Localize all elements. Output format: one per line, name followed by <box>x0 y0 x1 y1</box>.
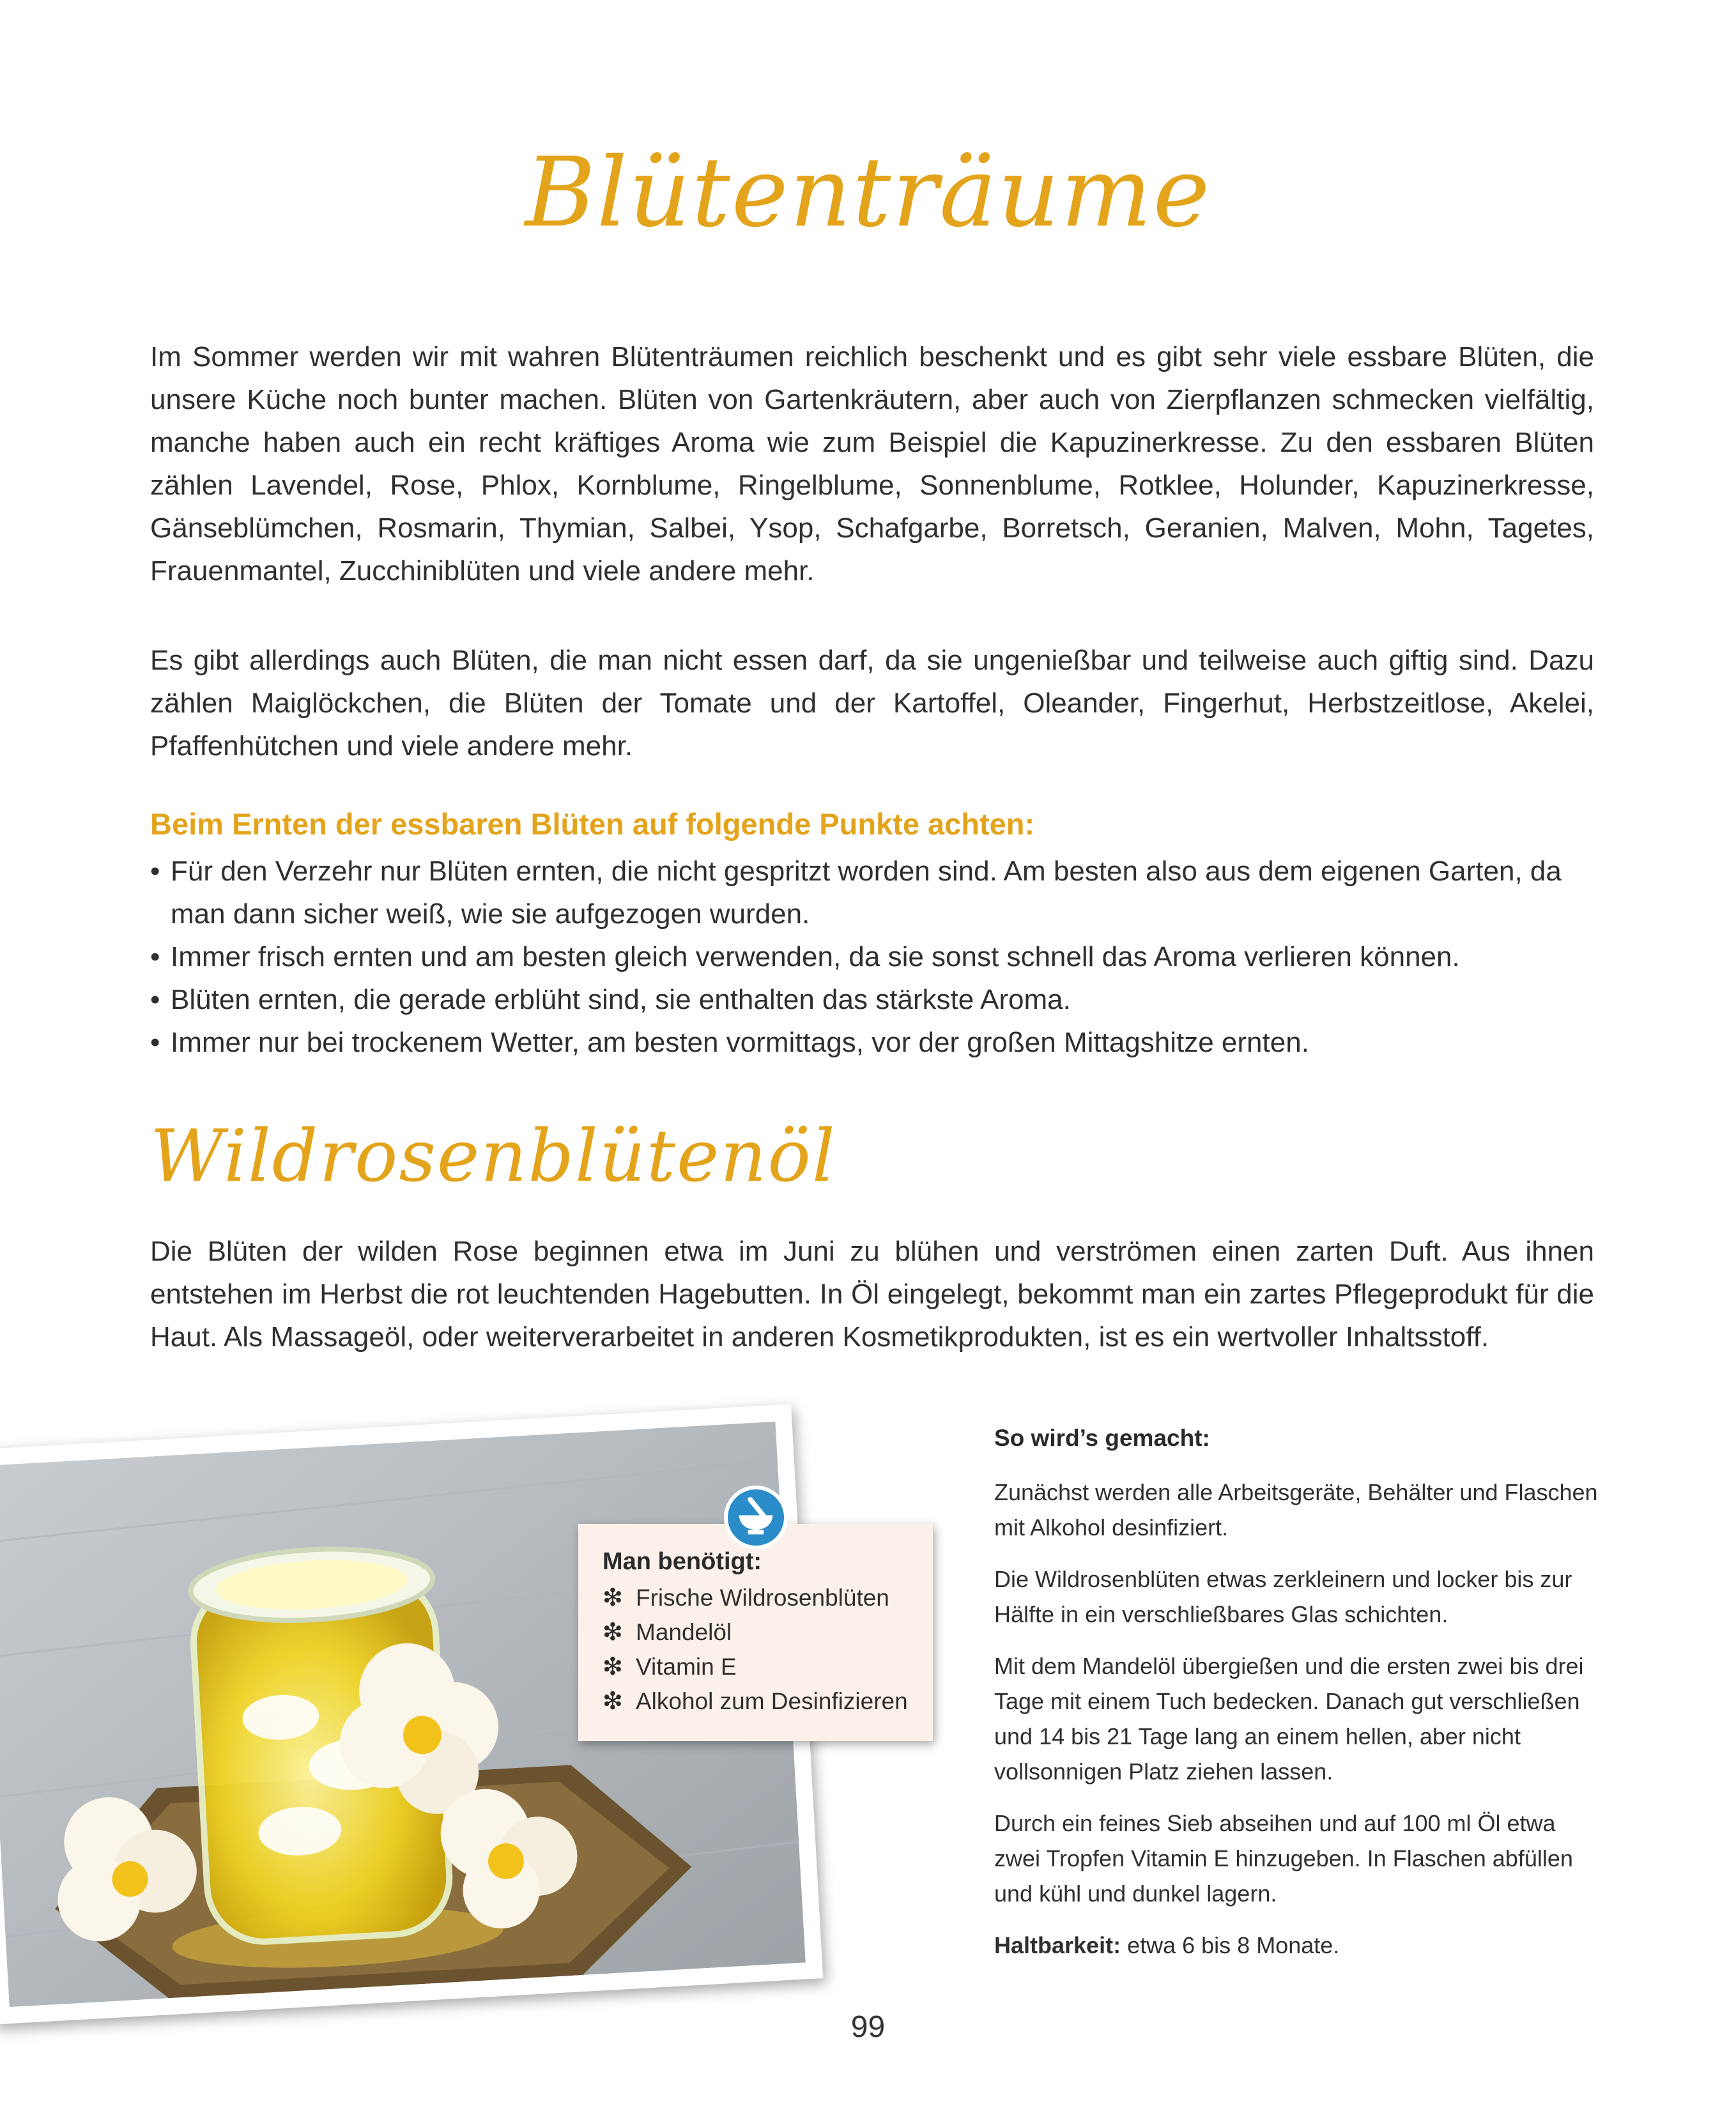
method-step: Zunächst werden alle Arbeitsgeräte, Behälter und Flaschen mit Alkohol desinfiziert. <box>994 1479 1598 1541</box>
bullet-icon: • <box>150 856 160 887</box>
list-item <box>150 978 1601 1021</box>
list-item <box>150 1021 1601 1064</box>
page-number: 99 <box>850 2010 886 2044</box>
method-step: Durch ein feines Sieb abseihen und auf 100 ml Öl etwa zwei Tropfen Vitamin E hinzugeben. In Flaschen abfüllen und kühl und dunkel lagern. <box>994 1810 1573 1907</box>
shelf-life <box>994 1928 1608 1963</box>
ingredient-text: Frische Wildrosenblüten <box>636 1585 889 1611</box>
list-item <box>603 1581 933 1615</box>
sparkle-icon: ❇ <box>603 1654 623 1680</box>
method-step: Mit dem Mandelöl übergießen und die ersten zwei bis drei Tage mit einem Tuch bedecken. Danach gut verschließen und 14 bis 21 Tage lang an einem hellen, aber nicht vollsonnigen Platz ziehen lassen. <box>994 1653 1584 1785</box>
harvest-tips-list <box>150 850 1601 1064</box>
intro-paragraph-1: Im Sommer werden wir mit wahren Blütenträumen reichlich beschenkt und es gibt sehr viele essbare Blüten, die unsere Küche noch bunter machen. Blüten von Gartenkräutern, aber auch von Zierpflanzen schmecken vielfältig, manche haben auch ein recht kräftiges Aroma wie zum Beispiel die Kapuzinerkresse. Zu den essbaren Blüten zählen Lavendel, Rose, Phlox, Kornblume, Ringelblume, Sonnenblume, Rotklee, Holunder, Kapuzinerkresse, Gänseblümchen, Rosmarin, Thymian, Salbei, Ysop, Schafgarbe, Borretsch, Geranien, Malven, Mohn, Tagetes, Frauenmantel, Zucchiniblüten und viele andere mehr. <box>150 341 1594 587</box>
harvest-heading: Beim Ernten der essbaren Blüten auf folgende Punkte achten: <box>150 807 1035 841</box>
recipe-intro: Die Blüten der wilden Rose beginnen etwa im Juni zu blühen und verströmen einen zarten Duft. Aus ihnen entstehen im Herbst die rot leuchtenden Hagebutten. In Öl eingelegt, bekommt man ein zartes Pflegeprodukt für die Haut. Als Massageöl, oder weiterverarbeitet in anderen Kosmetikprodukten, ist es ein wertvoller Inhaltsstoff. <box>150 1236 1594 1353</box>
ingredients-card <box>578 1524 933 1741</box>
ingredient-text: Mandelöl <box>636 1619 732 1645</box>
ingredient-text: Vitamin E <box>636 1654 737 1680</box>
tip-text: Blüten ernten, die gerade erblüht sind, sie enthalten das stärkste Aroma. <box>171 984 1071 1015</box>
mortar-icon <box>724 1486 788 1549</box>
ingredient-list <box>603 1581 933 1719</box>
list-item <box>150 935 1601 978</box>
list-item <box>603 1650 933 1684</box>
list-item <box>603 1684 933 1719</box>
tip-text: Für den Verzehr nur Blüten ernten, die nicht gespritzt worden sind. Am besten also aus dem eigenen Garten, da man dann sicher weiß, wie sie aufgezogen wurden. <box>171 856 1562 930</box>
shelf-life-label: Haltbarkeit: <box>994 1932 1121 1958</box>
bullet-icon: • <box>150 984 160 1015</box>
tip-text: Immer nur bei trockenem Wetter, am besten vormittags, vor der großen Mittagshitze ernten. <box>171 1027 1309 1058</box>
shelf-life-value: etwa 6 bis 8 Monate. <box>1127 1932 1340 1958</box>
method-heading: So wird’s gemacht: <box>994 1425 1210 1451</box>
sparkle-icon: ❇ <box>603 1585 623 1611</box>
ingredients-heading: Man benötigt: <box>603 1548 762 1575</box>
list-item <box>150 850 1601 935</box>
method-step: Die Wildrosenblüten etwas zerkleinern und locker bis zur Hälfte in ein verschließbares Glas schichten. <box>994 1566 1572 1627</box>
mortar-glyph <box>728 1489 784 1546</box>
bullet-icon: • <box>150 1027 160 1058</box>
bullet-icon: • <box>150 941 160 972</box>
tip-text: Immer frisch ernten und am besten gleich verwenden, da sie sonst schnell das Aroma verlieren können. <box>171 941 1460 972</box>
list-item <box>603 1615 933 1650</box>
page-title: Blütenträume <box>525 137 1211 249</box>
sparkle-icon: ❇ <box>603 1619 623 1646</box>
method-column <box>994 1425 1608 1963</box>
recipe-title: Wildrosenblütenöl <box>150 1115 836 1198</box>
sparkle-icon: ❇ <box>603 1688 623 1715</box>
intro-paragraph-2: Es gibt allerdings auch Blüten, die man nicht essen darf, da sie ungenießbar und teilweise auch giftig sind. Dazu zählen Maiglöckchen, die Blüten der Tomate und der Kartoffel, Oleander, Fingerhut, Herbstzeitlose, Akelei, Pfaffenhütchen und viele andere mehr. <box>150 645 1594 762</box>
ingredient-text: Alkohol zum Desinfizieren <box>636 1688 908 1714</box>
